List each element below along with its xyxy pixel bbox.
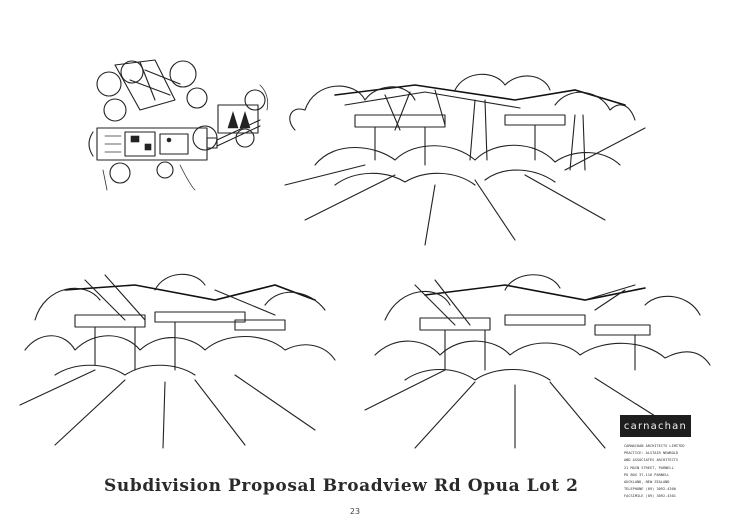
page-number: 23 bbox=[349, 507, 361, 516]
architect-brand-name: carnachan bbox=[623, 420, 688, 432]
contact-line: PO BOX 37-116 PARNELL bbox=[624, 472, 670, 477]
contact-line: AND ASSOCIATES ARCHITECTS bbox=[624, 458, 679, 463]
sheet-title: Subdivision Proposal Broadview Rd Opua Lot 2 bbox=[104, 476, 579, 496]
site-plan-drawing bbox=[85, 40, 285, 200]
contact-line: TELEPHONE (09) 3092-4300 bbox=[624, 487, 676, 492]
architect-contact-block bbox=[624, 443, 704, 501]
contact-line: FACSIMILE (09) 3092-4301 bbox=[624, 494, 676, 499]
contact-line: CARNACHAN ARCHITECTS LIMITED bbox=[624, 444, 685, 448]
perspective-drawing-top-right bbox=[275, 70, 655, 250]
architect-logo-box bbox=[620, 415, 691, 437]
contact-line: PRACTICE: ALSTAIR NEWBOLD bbox=[624, 451, 679, 456]
perspective-drawing-bottom-left bbox=[15, 270, 345, 450]
contact-line: AUCKLAND, NEW ZEALAND bbox=[624, 479, 670, 484]
contact-line: 21 MAIN STREET, PARNELL bbox=[624, 465, 674, 470]
